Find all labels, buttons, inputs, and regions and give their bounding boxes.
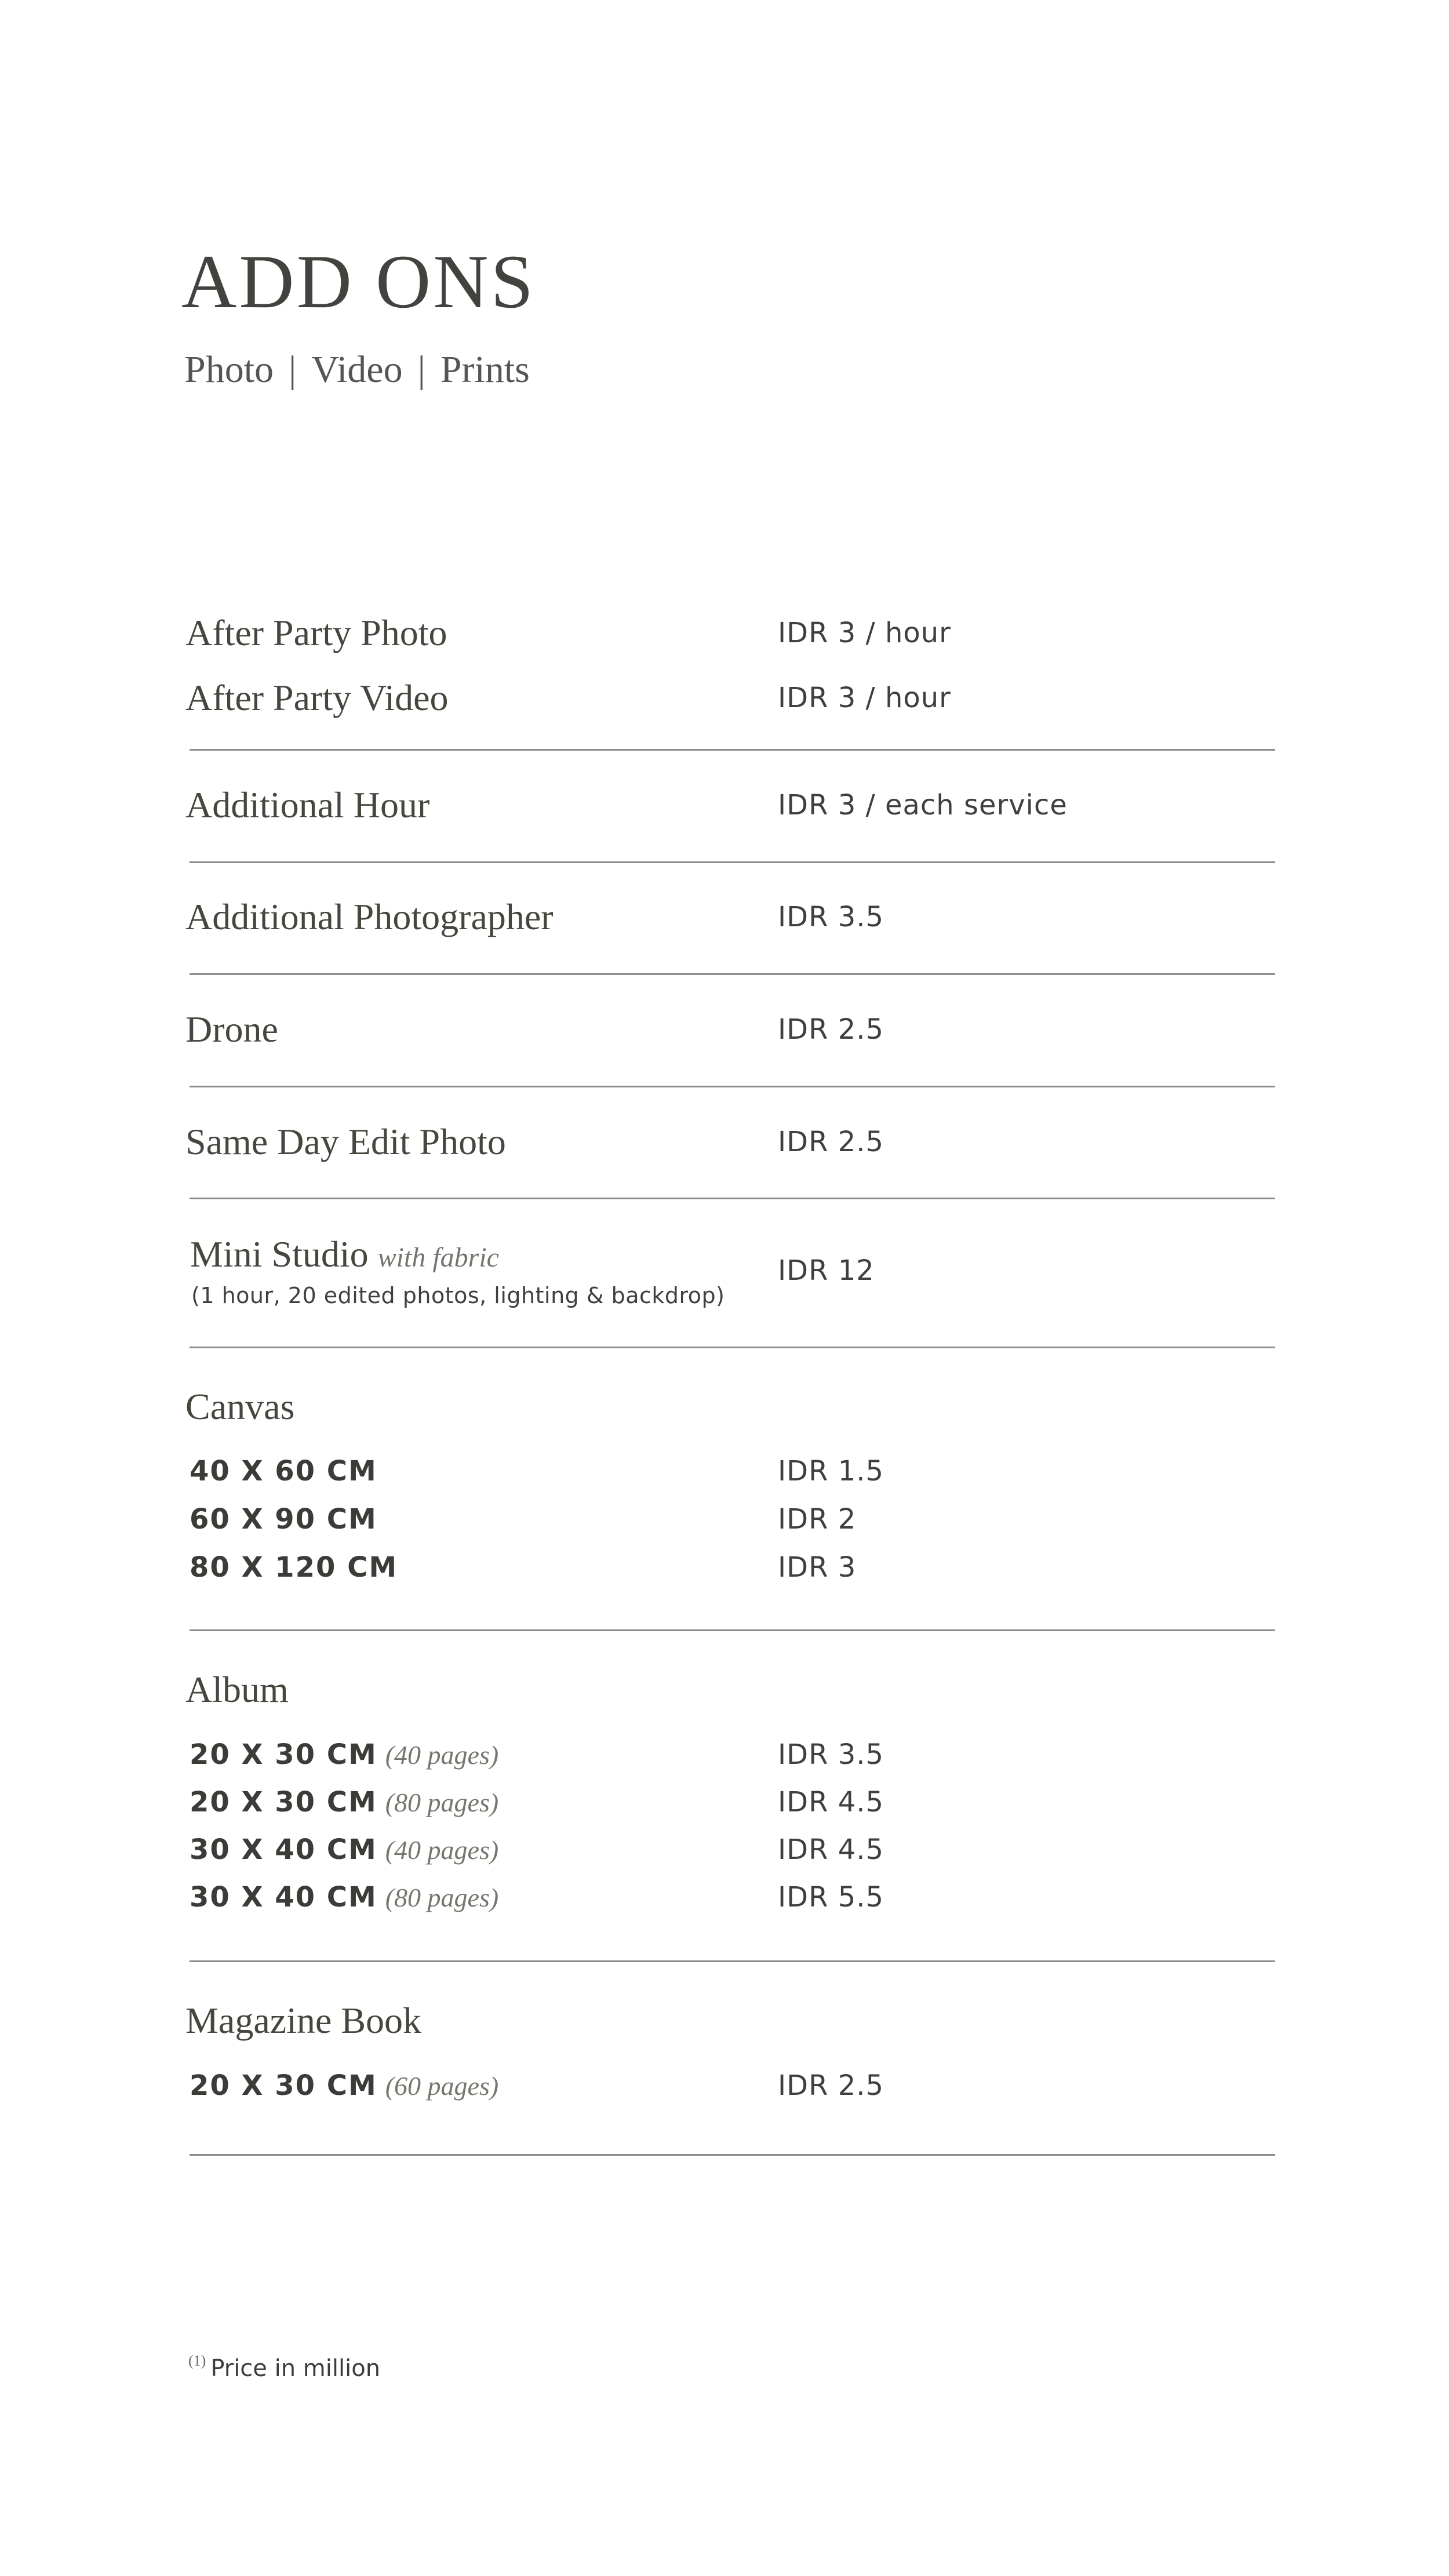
service-name-additional-photographer: Additional Photographer	[185, 896, 554, 937]
magazine-book-pages: (60 pages)	[385, 2071, 499, 2101]
album-pages: (80 pages)	[385, 1883, 499, 1912]
service-price-drone: IDR 2.5	[778, 1013, 884, 1046]
canvas-size-row: 40 X 60 CM	[190, 1455, 377, 1487]
divider	[190, 973, 1275, 975]
album-size: 30 X 40 CM	[190, 1833, 377, 1866]
divider	[190, 1198, 1275, 1199]
album-size-row	[190, 1833, 499, 1866]
service-price-same-day-edit-photo: IDR 2.5	[778, 1126, 884, 1158]
album-pages: (80 pages)	[385, 1788, 499, 1817]
divider	[190, 1086, 1275, 1087]
divider	[190, 2154, 1275, 2156]
mini-studio-modifier: with fabric	[377, 1242, 499, 1273]
service-price-after-party-photo: IDR 3 / hour	[778, 617, 951, 649]
album-price-row: IDR 4.5	[778, 1786, 884, 1818]
service-price-additional-hour: IDR 3 / each service	[778, 789, 1068, 821]
service-name-additional-hour: Additional Hour	[185, 784, 430, 825]
album-pages: (40 pages)	[385, 1835, 499, 1865]
footnote-marker: (1)	[188, 2352, 206, 2369]
divider	[190, 1629, 1275, 1631]
mini-studio-price: IDR 12	[778, 1254, 875, 1287]
album-price-row: IDR 5.5	[778, 1881, 884, 1913]
mini-studio-title	[190, 1236, 499, 1273]
subtitle-separator: |	[417, 348, 425, 391]
subtitle-separator: |	[289, 348, 297, 391]
album-size-row	[190, 1883, 498, 1911]
canvas-size-row: 80 X 120 CM	[190, 1551, 398, 1584]
magazine-book-size: 20 X 30 CM	[190, 2069, 377, 2102]
canvas-price-row: IDR 1.5	[778, 1455, 884, 1487]
mini-studio-name: Mini Studio	[190, 1234, 369, 1275]
album-price-row: IDR 4.5	[778, 1833, 884, 1866]
canvas-section-title: Canvas	[185, 1386, 295, 1427]
album-size: 30 X 40 CM	[190, 1881, 377, 1913]
canvas-size-row: 60 X 90 CM	[190, 1503, 377, 1536]
album-section-title: Album	[185, 1669, 289, 1710]
canvas-price-row: IDR 3	[778, 1551, 857, 1584]
mini-studio-details: (1 hour, 20 edited photos, lighting & backdrop)	[191, 1283, 725, 1308]
divider	[190, 1960, 1275, 1962]
divider	[190, 749, 1275, 751]
page-subtitle	[184, 348, 530, 391]
footnote	[188, 2353, 380, 2380]
magazine-book-price-row: IDR 2.5	[778, 2069, 884, 2102]
magazine-book-section-title: Magazine Book	[185, 2000, 421, 2041]
subtitle-video: Video	[311, 348, 403, 391]
service-name-same-day-edit-photo: Same Day Edit Photo	[185, 1121, 506, 1162]
album-pages: (40 pages)	[385, 1740, 499, 1770]
divider	[190, 861, 1275, 863]
service-price-additional-photographer: IDR 3.5	[778, 901, 884, 933]
album-size: 20 X 30 CM	[190, 1786, 377, 1818]
canvas-price-row: IDR 2	[778, 1503, 857, 1536]
subtitle-photo: Photo	[184, 348, 274, 391]
service-name-after-party-photo: After Party Photo	[185, 612, 447, 653]
album-size-row	[190, 1788, 498, 1816]
album-size-row	[190, 1738, 499, 1771]
magazine-book-size-row	[190, 2069, 499, 2102]
service-name-after-party-video: After Party Video	[185, 677, 449, 718]
album-price-row: IDR 3.5	[778, 1738, 884, 1771]
album-size: 20 X 30 CM	[190, 1738, 377, 1771]
divider	[190, 1347, 1275, 1348]
service-name-drone: Drone	[185, 1009, 278, 1050]
service-price-after-party-video: IDR 3 / hour	[778, 682, 951, 714]
subtitle-prints: Prints	[440, 348, 530, 391]
page-title: ADD ONS	[181, 239, 536, 324]
footnote-text: Price in million	[210, 2355, 381, 2382]
